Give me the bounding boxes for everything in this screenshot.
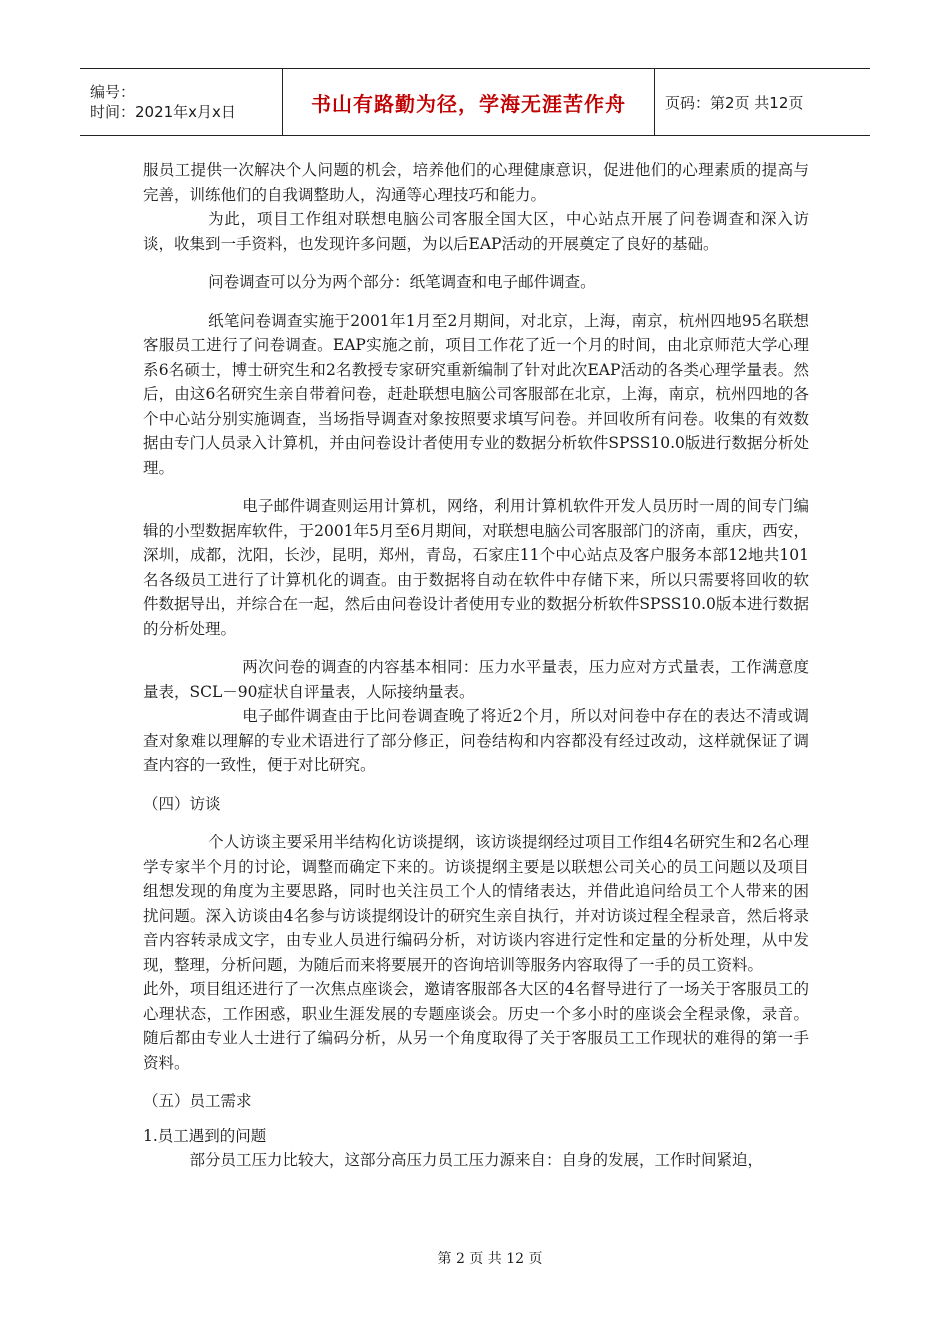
paragraph: 问卷调查可以分为两个部分：纸笔调查和电子邮件调查。 — [208, 273, 596, 291]
header-page-info: 页码：第2页 共12页 — [665, 93, 804, 112]
paragraph: 电子邮件调查由于比问卷调查晚了将近2个月，所以对问卷中存在的表达不清或调查对象难以理解的专业术语进行了部分修正，问卷结构和内容都没有经过改动，这样就保证了调查内容的一致性，便于对比研究。 — [143, 707, 809, 774]
paragraph: 此外，项目组还进行了一次焦点座谈会，邀请客服部各大区的4名督导进行了一场关于客服员工的心理状态，工作困惑，职业生涯发展的专题座谈会。历史一个多小时的座谈会全程录像，录音。随后都由专业人士进行了编码分析，从另一个角度取得了关于客服员工工作现状的难得的第一手资料。 — [143, 980, 809, 1072]
header-motto: 书山有路勤为径，学海无涯苦作舟 — [311, 91, 626, 116]
header-table — [80, 68, 870, 136]
paragraph: 为此，项目工作组对联想电脑公司客服全国大区，中心站点开展了问卷调查和深入访谈，收集到一手资料，也发现许多问题，为以后EAP活动的开展奠定了良好的基础。 — [143, 210, 809, 253]
document-body — [143, 158, 809, 1173]
paragraph: 纸笔问卷调查实施于2001年1月至2月期间，对北京，上海，南京，杭州四地95名联想客服员工进行了问卷调查。EAP实施之前，项目工作花了近一个月的时间，由北京师范大学心理系6名硕士，博士研究生和2名教授专家研究重新编制了针对此次EAP活动的各类心理学量表。然后，由这6名研究生亲自带着问卷，赶赴联想电脑公司客服部在北京，上海，南京，杭州四地的各个中心站分别实施调查，当场指导调查对象按照要求填写问卷。并回收所有问卷。收集的有效数据由专门人员录入计算机，并由问卷设计者使用专业的数据分析软件SPSS10.0版进行数据分析处理。 — [143, 311, 809, 477]
page-footer: 第 2 页 共 12 页 — [437, 1251, 543, 1267]
subsection-heading: 1.员工遇到的问题 — [143, 1126, 267, 1145]
paragraph: 电子邮件调查则运用计算机，网络，利用计算机软件开发人员历时一周的间专门编辑的小型数据库软件，于2001年5月至6月期间，对联想电脑公司客服部门的济南，重庆，西安，深圳，成都，沈阳，长沙，昆明，郑州，青岛，石家庄11个中心站点及客户服务本部12地共101名各级员工进行了计算机化的调查。由于数据将自动在软件中存储下来，所以只需要将回收的软件数据导出，并综合在一起，然后由问卷设计者使用专业的数据分析软件SPSS10.0版本进行数据的分析处理。 — [143, 497, 809, 638]
header-left-cell — [80, 69, 283, 135]
paragraph: 两次问卷的调查的内容基本相同：压力水平量表，压力应对方式量表，工作满意度量表，SCL－90症状自评量表，人际接纳量表。 — [143, 658, 809, 701]
section-heading: （四）访谈 — [143, 794, 221, 813]
section-heading: （五）员工需求 — [143, 1092, 252, 1110]
paragraph: 部分员工压力比较大，这部分高压力员工压力源来自：自身的发展，工作时间紧迫， — [189, 1151, 764, 1169]
header-page-cell — [655, 69, 870, 135]
header-motto-cell — [283, 69, 655, 135]
doc-number: 编号： — [90, 83, 136, 101]
paragraph: 服员工提供一次解决个人问题的机会，培养他们的心理健康意识，促进他们的心理素质的提高与完善，训练他们的自我调整助人，沟通等心理技巧和能力。 — [143, 161, 809, 204]
paragraph: 个人访谈主要采用半结构化访谈提纲，该访谈提纲经过项目工作组4名研究生和2名心理学专家半个月的讨论，调整而确定下来的。访谈提纲主要是以联想公司关心的员工问题以及项目组想发现的角度为主要思路，同时也关注员工个人的情绪表达，并借此追问给员工个人带来的困扰问题。深入访谈由4名参与访谈提纲设计的研究生亲自执行，并对访谈过程全程录音，然后将录音内容转录成文字，由专业人员进行编码分析，对访谈内容进行定性和定量的分析处理，从中发现，整理，分析问题，为随后而来将要展开的咨询培训等服务内容取得了一手的员工资料。 — [143, 833, 809, 974]
doc-time: 时间：2021年x月x日 — [90, 103, 236, 121]
